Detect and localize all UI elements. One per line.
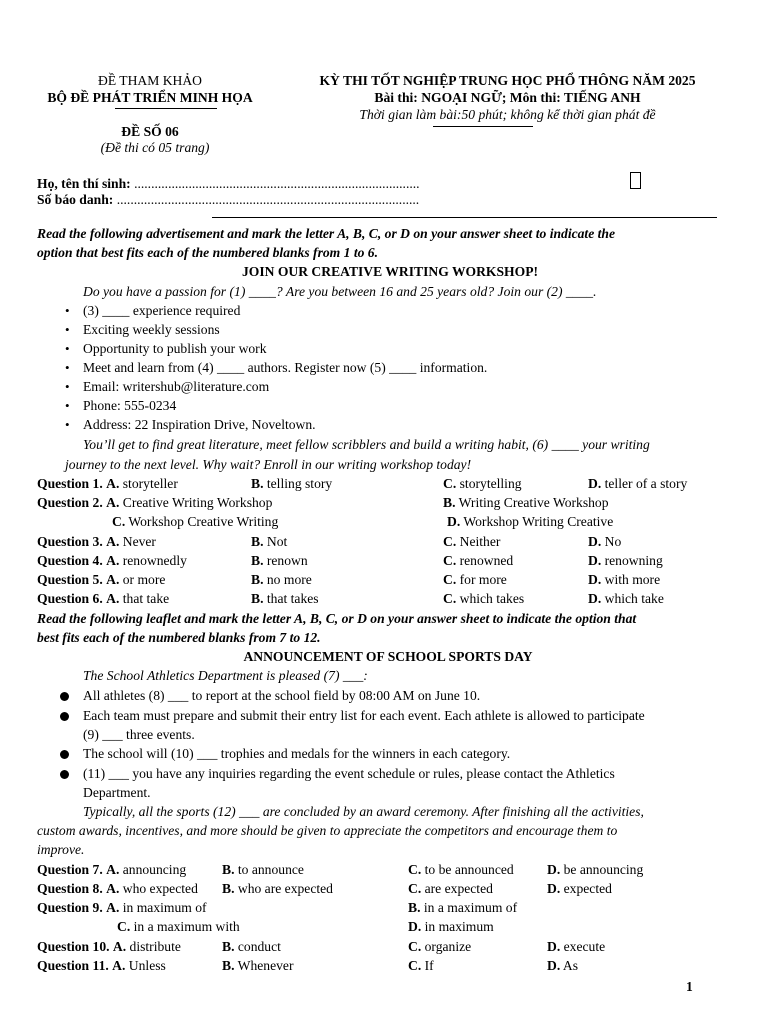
option-c[interactable]: C. organize <box>408 939 472 954</box>
option-c[interactable]: C. storytelling <box>443 476 522 491</box>
question-label: Question 6. A. that take <box>37 591 170 606</box>
question-label: Question 10. A. distribute <box>37 939 181 954</box>
section2-title: ANNOUNCEMENT OF SCHOOL SPORTS DAY <box>243 649 533 664</box>
section2-bullet: All athletes (8) ___ to report at the school field by 08:00 AM on June 10. <box>83 688 481 703</box>
option-c[interactable]: C. which takes <box>443 591 525 606</box>
option-c[interactable]: C. are expected <box>408 881 493 896</box>
option-d[interactable]: D. teller of a story <box>588 476 688 491</box>
placeholder-box-icon <box>630 172 641 189</box>
exam-duration: Thời gian làm bài:50 phút; không kể thời gian phát đề <box>359 107 656 122</box>
bullet-icon: • <box>65 398 70 413</box>
section1-bullet: (3) ____ experience required <box>83 303 241 318</box>
option-d[interactable]: D. which take <box>588 591 664 606</box>
option-b[interactable]: B. Whenever <box>222 958 294 973</box>
section1-closing-line2: journey to the next level. Why wait? Enroll in our writing workshop today! <box>65 457 472 472</box>
bullet-icon <box>60 712 69 721</box>
header-separator <box>212 217 717 218</box>
section1-bullet: Email: writershub@literature.com <box>83 379 270 394</box>
bullet-icon: • <box>65 303 70 318</box>
option-b[interactable]: B. telling story <box>251 476 333 491</box>
section2-bullet-continued: (9) ___ three events. <box>83 727 195 742</box>
candidate-name-row <box>37 176 420 192</box>
section1-instruction-line1: Read the following advertisement and mark the letter A, B, C, or D on your answer sheet to indicate the <box>37 226 616 241</box>
candidate-name-label: Họ, tên thí sinh: <box>37 176 131 191</box>
option-b[interactable]: B. Not <box>251 534 288 549</box>
page-count-note: (Đề thi có 05 trang) <box>100 140 210 155</box>
option-d[interactable]: D. be announcing <box>547 862 644 877</box>
bullet-icon: • <box>65 322 70 337</box>
option-c[interactable]: C. Workshop Creative Writing <box>112 514 279 529</box>
section2-bullet: (11) ___ you have any inquiries regarding the event schedule or rules, please contact the Athletics <box>83 766 615 781</box>
option-d[interactable]: D. renowning <box>588 553 663 568</box>
section1-bullet: Phone: 555-0234 <box>83 398 177 413</box>
page-number: 1 <box>686 979 693 994</box>
question-label: Question 1. A. storyteller <box>37 476 178 491</box>
option-d[interactable]: D. with more <box>588 572 661 587</box>
section1-bullet: Meet and learn from (4) ____ authors. Register now (5) ____ information. <box>83 360 488 375</box>
option-b[interactable]: B. that takes <box>251 591 319 606</box>
exam-subject: Bài thi: NGOẠI NGỮ; Môn thi: TIẾNG ANH <box>374 90 641 105</box>
option-c[interactable]: C. renowned <box>443 553 514 568</box>
option-b[interactable]: B. no more <box>251 572 312 587</box>
section2-closing-line3: improve. <box>37 842 85 857</box>
section2-bullet-continued: Department. <box>83 785 151 800</box>
section2-instruction-line1: Read the following leaflet and mark the letter A, B, C, or D on your answer sheet to indicate the option that <box>37 611 637 626</box>
header-right-underline <box>433 126 533 127</box>
candidate-name-field[interactable]: .................................................................................... <box>134 176 420 191</box>
section1-bullet: Exciting weekly sessions <box>83 322 220 337</box>
bullet-icon: • <box>65 360 70 375</box>
bullet-icon: • <box>65 417 70 432</box>
candidate-id-row <box>37 192 419 208</box>
option-b[interactable]: B. in a maximum of <box>408 900 518 915</box>
bullet-icon <box>60 692 69 701</box>
option-d[interactable]: D. expected <box>547 881 612 896</box>
option-b[interactable]: B. renown <box>251 553 308 568</box>
section1-instruction-line2: option that best fits each of the numbered blanks from 1 to 6. <box>37 245 378 260</box>
question-label: Question 4. A. renownedly <box>37 553 187 568</box>
candidate-id-field[interactable]: ......................................................................................... <box>116 192 420 207</box>
bullet-icon <box>60 770 69 779</box>
option-b[interactable]: B. Writing Creative Workshop <box>443 495 609 510</box>
option-c[interactable]: C. Neither <box>443 534 501 549</box>
section2-bullet: Each team must prepare and submit their entry list for each event. Each athlete is allowed to participate <box>83 708 645 723</box>
exam-title: KỲ THI TỐT NGHIỆP TRUNG HỌC PHỔ THÔNG NĂM 2025 <box>319 73 696 88</box>
option-c[interactable]: C. to be announced <box>408 862 514 877</box>
bullet-icon: • <box>65 379 70 394</box>
option-b[interactable]: B. who are expected <box>222 881 333 896</box>
header-left-line1: ĐỀ THAM KHẢO <box>98 73 202 88</box>
question-label: Question 8. A. who expected <box>37 881 198 896</box>
option-c[interactable]: C. If <box>408 958 434 973</box>
option-c[interactable]: C. for more <box>443 572 507 587</box>
question-label: Question 5. A. or more <box>37 572 166 587</box>
option-d[interactable]: D. No <box>588 534 622 549</box>
section1-bullet: Opportunity to publish your work <box>83 341 267 356</box>
section2-bullet: The school will (10) ___ trophies and medals for the winners in each category. <box>83 746 511 761</box>
section2-instruction-line2: best fits each of the numbered blanks from 7 to 12. <box>37 630 321 645</box>
question-label: Question 9. A. in maximum of <box>37 900 207 915</box>
option-c[interactable]: C. in a maximum with <box>117 919 240 934</box>
option-b[interactable]: B. conduct <box>222 939 281 954</box>
option-d[interactable]: D. in maximum <box>408 919 494 934</box>
header-left-underline <box>115 108 217 109</box>
option-d[interactable]: D. As <box>547 958 578 973</box>
candidate-id-label: Số báo danh: <box>37 192 114 207</box>
section2-closing-line2: custom awards, incentives, and more should be given to appreciate the competitors and encourage them to <box>37 823 618 838</box>
section1-title: JOIN OUR CREATIVE WRITING WORKSHOP! <box>241 264 539 279</box>
question-label: Question 2. A. Creative Writing Workshop <box>37 495 273 510</box>
question-label: Question 11. A. Unless <box>37 958 166 973</box>
bullet-icon: • <box>65 341 70 356</box>
header-left-line2: BỘ ĐỀ PHÁT TRIỂN MINH HỌA <box>47 90 253 105</box>
section1-closing-line1: You’ll get to find great literature, meet fellow scribblers and build a writing habit, (6) ____ your writing <box>83 437 650 452</box>
bullet-icon <box>60 750 69 759</box>
section1-intro: Do you have a passion for (1) ____? Are you between 16 and 25 years old? Join our (2) ____. <box>83 284 597 299</box>
question-label: Question 7. A. announcing <box>37 862 187 877</box>
option-d[interactable]: D. execute <box>547 939 606 954</box>
section2-closing-line1: Typically, all the sports (12) ___ are concluded by an award ceremony. After finishing all the activities, <box>83 804 644 819</box>
section2-intro: The School Athletics Department is pleased (7) ___: <box>83 668 368 683</box>
section1-bullet: Address: 22 Inspiration Drive, Noveltown. <box>83 417 316 432</box>
option-b[interactable]: B. to announce <box>222 862 304 877</box>
option-d[interactable]: D. Workshop Writing Creative <box>447 514 614 529</box>
exam-number: ĐỀ SỐ 06 <box>121 124 179 139</box>
question-label: Question 3. A. Never <box>37 534 156 549</box>
